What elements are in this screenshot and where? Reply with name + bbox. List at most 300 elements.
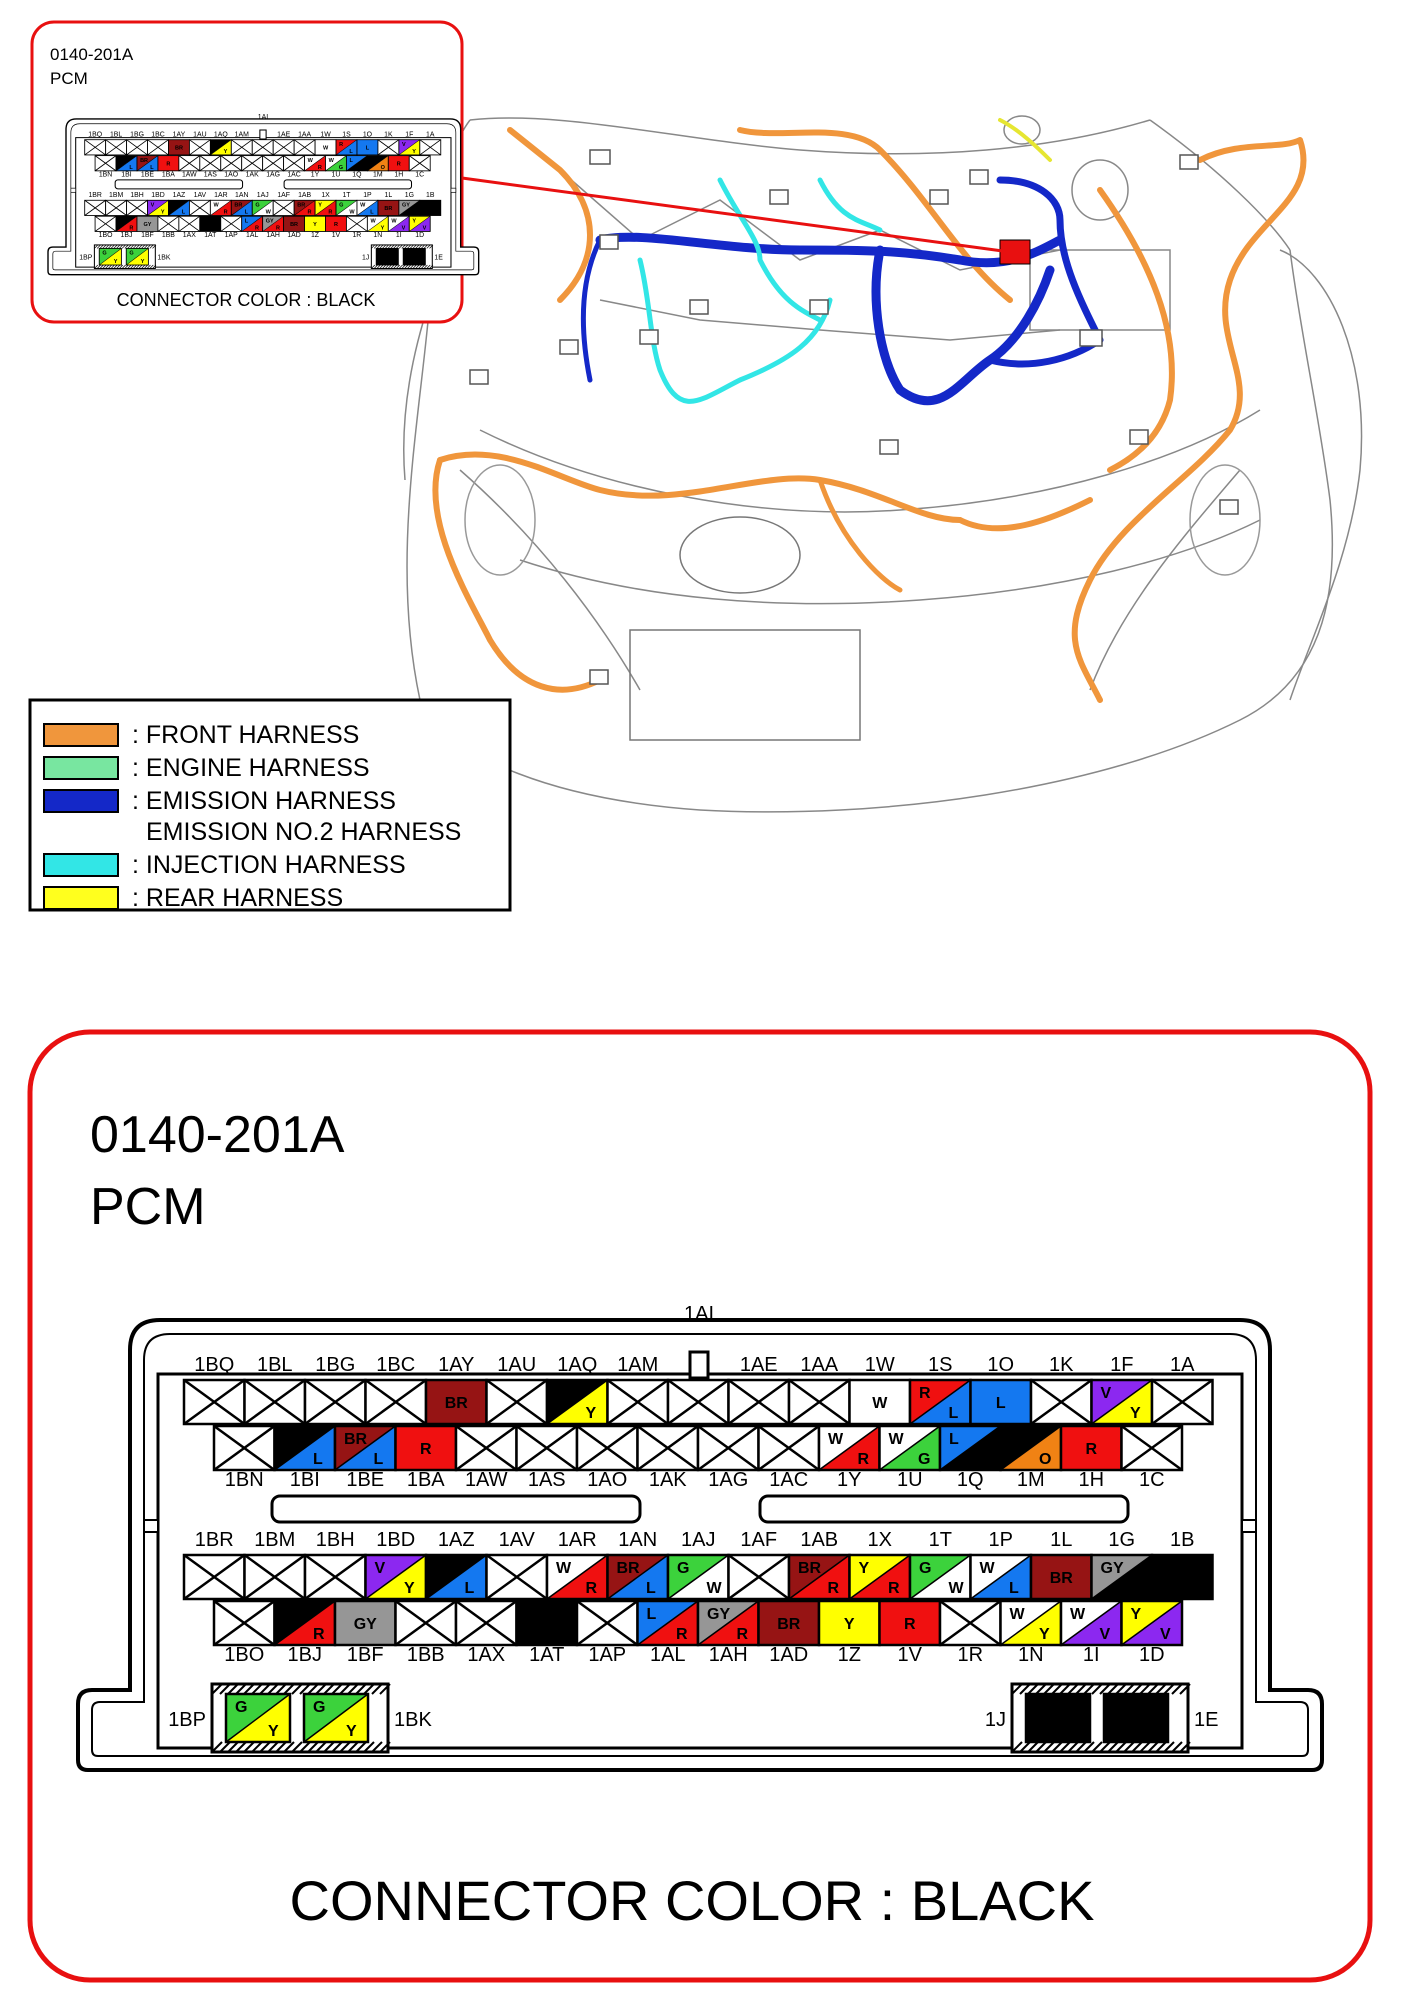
pin-number-label: 1AX [182, 231, 196, 239]
inset-small-name: PCM [50, 69, 88, 88]
side-block-right-label: 1E [434, 254, 443, 262]
wire-color-code: B [412, 254, 417, 261]
connector-pin [335, 1426, 396, 1470]
connector-pin [357, 200, 378, 215]
wire-color-code: R [736, 1626, 749, 1643]
connector-pin [284, 216, 305, 231]
connector-pin [336, 140, 357, 155]
connector-pin [158, 156, 179, 171]
wire-color-code: L [181, 209, 186, 216]
wire-color-code: R [888, 1580, 900, 1597]
wire-color-code: R [676, 1626, 688, 1643]
pin-number-label: 1BF [141, 231, 154, 239]
pin-number-label: 1AM [617, 1354, 659, 1376]
connector-pin [971, 1380, 1032, 1424]
connector-pin [357, 140, 378, 155]
connector-pin [148, 140, 169, 155]
pin-number-label: 1AF [277, 192, 291, 200]
connector-pin [456, 1426, 517, 1470]
pin-number-label: 1AS [527, 1469, 566, 1491]
pin-number-label: 1R [957, 1644, 984, 1666]
pin-number-label: 1BB [161, 231, 175, 239]
wire-color-code: W [1070, 1606, 1086, 1623]
connector-pin [200, 216, 221, 231]
pin-number-label: 1AV [498, 1529, 535, 1551]
connector-pin [284, 156, 305, 171]
pin-number-label: 1K [384, 131, 393, 139]
connector-pin [137, 216, 158, 231]
connector-pin [1104, 1694, 1168, 1742]
connector-pin [231, 200, 252, 215]
connector-pin [638, 1601, 699, 1645]
wire-color-code: R [328, 209, 333, 216]
connector-pin [517, 1426, 578, 1470]
connector-top-label: 1AI [257, 113, 269, 121]
wire-color-code: G [339, 202, 344, 209]
pin-number-label: 1BA [161, 171, 175, 179]
connector-pin [1152, 1380, 1213, 1424]
wire-color-code: R [903, 1616, 916, 1633]
connector-pin [210, 140, 231, 155]
connector-pin [210, 200, 231, 215]
pin-number-label: 1AO [224, 171, 239, 179]
wire-color-code: W [872, 1395, 888, 1412]
pin-number-label: 1W [864, 1354, 895, 1376]
pin-number-label: 1U [331, 171, 341, 179]
engine-bay-illustration [401, 116, 1362, 812]
wire-color-code: G [102, 250, 107, 257]
connector-pin [315, 200, 336, 215]
wire-color-code: L [646, 1606, 657, 1623]
connector-pin [729, 1380, 790, 1424]
pin-number-label: 1AM [234, 131, 249, 139]
connector-pin [1092, 1380, 1153, 1424]
connector-rib-right [760, 1496, 1128, 1522]
pin-number-label: 1O [362, 131, 373, 139]
pin-number-label: 1AJ [681, 1529, 716, 1551]
connector-pin [126, 248, 148, 265]
wire-color-code: B [208, 221, 213, 228]
emission-harness-wire [876, 250, 1050, 401]
inset-small-code: 0140-201A [50, 45, 134, 64]
wire-color-code: W [360, 202, 366, 209]
connector-pin [184, 1555, 245, 1599]
pin-number-label: 1BJ [287, 1644, 322, 1666]
pin-number-label: 1AL [246, 231, 259, 239]
wire-color-code: BR [798, 1560, 822, 1577]
connector-pin [547, 1380, 608, 1424]
pin-number-label: 1A [1170, 1354, 1195, 1376]
wire-color-code: Y [1130, 1606, 1142, 1623]
connector-pin [378, 200, 399, 215]
wire-color-code: GY [143, 221, 152, 228]
pin-number-label: 1AS [203, 171, 217, 179]
connector-rib-left [115, 180, 242, 189]
pin-number-label: 1AD [287, 231, 301, 239]
pin-number-label: 1BJ [120, 231, 133, 239]
pin-number-label: 1Y [837, 1469, 862, 1491]
wire-color-code: R [317, 164, 322, 171]
pin-number-label: 1V [331, 231, 341, 239]
legend-item [44, 721, 359, 749]
connector-mini-drawing [48, 114, 479, 275]
connector-pin [116, 156, 137, 171]
pin-number-label: 1AP [588, 1644, 627, 1666]
connector-pin [116, 216, 137, 231]
wire-color-code: B [435, 1560, 447, 1577]
wire-color-code: R [129, 225, 134, 232]
wire-color-code: W [888, 1431, 904, 1448]
pin-number-label: 1BC [151, 131, 165, 139]
connector-pin [547, 1555, 608, 1599]
pin-number-label: 1BN [224, 1469, 264, 1491]
wire-color-code: B [556, 1385, 568, 1402]
pin-number-label: 1BG [315, 1354, 356, 1376]
pin-number-label: 1C [1138, 1469, 1165, 1491]
connector-pin [940, 1426, 1001, 1470]
wire-color-code: Y [160, 209, 165, 216]
connector-pin [168, 200, 189, 215]
wire-color-code: B [1009, 1431, 1022, 1448]
wire-color-code: R [585, 1580, 598, 1597]
wire-color-code: BR [234, 202, 243, 209]
connector-pin [819, 1601, 880, 1645]
legend-label: EMISSION NO.2 HARNESS [146, 818, 462, 846]
pin-number-label: 1AD [769, 1644, 809, 1666]
wire-color-code: BR [344, 1431, 368, 1448]
pin-number-label: 1M [1016, 1469, 1045, 1491]
pin-number-label: 1W [320, 131, 331, 139]
wire-color-code: L [244, 218, 249, 225]
wire-color-code: R [275, 225, 280, 232]
pin-number-label: 1AN [235, 192, 249, 200]
pin-number-label: 1BN [98, 171, 113, 179]
pin-number-label: 1G [1108, 1529, 1136, 1551]
connector-pin [367, 156, 388, 171]
pin-number-label: 1BO [224, 1644, 265, 1666]
pin-number-label: 1AT [204, 231, 217, 239]
pin-number-label: 1BI [121, 171, 132, 179]
pin-number-label: 1AN [618, 1529, 658, 1551]
pcm-inset-large [30, 1032, 1370, 1980]
front-harness-wire [440, 454, 960, 520]
pin-number-label: 1AJ [256, 192, 269, 200]
wire-color-code: B [1052, 1711, 1064, 1728]
pin-number-label: 1AA [800, 1354, 839, 1376]
connector-key [260, 130, 266, 139]
wire-color-code: G [677, 1560, 690, 1577]
pin-number-label: 1AL [649, 1644, 686, 1666]
pin-number-label: 1Q [956, 1469, 984, 1491]
wire-color-code: V [1100, 1385, 1112, 1402]
wire-color-code: B [1130, 1580, 1142, 1597]
connector-pin [396, 1426, 457, 1470]
pin-number-label: 1AE [277, 131, 291, 139]
wire-color-code: W [948, 1580, 964, 1597]
wire-color-code: G [255, 202, 260, 209]
wire-color-code: L [313, 1451, 323, 1468]
connector-pin [200, 156, 221, 171]
pin-number-label: 1AK [648, 1469, 687, 1491]
pin-number-label: 1AG [708, 1469, 749, 1491]
wire-color-code: R [339, 141, 344, 148]
connector-tab [1242, 1520, 1256, 1532]
side-block-left-label: 1J [361, 254, 370, 262]
wire-color-code: L [370, 209, 374, 216]
wire-color-code: G [918, 1451, 931, 1468]
wire-color-code: W [1009, 1606, 1025, 1623]
wire-color-code: BR [1049, 1570, 1073, 1587]
pin-number-label: 1L [384, 192, 393, 200]
connector-pin [189, 200, 210, 215]
connector-pin [273, 140, 294, 155]
injection-harness-wire [820, 180, 880, 230]
pin-number-label: 1B [1170, 1529, 1195, 1551]
wire-color-code: GY [707, 1606, 731, 1623]
connector-pin [315, 140, 336, 155]
connector-pin [226, 1694, 290, 1742]
connector-pin [880, 1601, 941, 1645]
side-block-left-label: 1J [984, 1709, 1006, 1731]
wire-color-code: BR [444, 1395, 468, 1412]
connector-pin [294, 200, 315, 215]
pin-number-label: 1AY [172, 131, 186, 139]
legend-item [44, 787, 396, 815]
wire-color-code: L [244, 209, 249, 216]
inset-small-connector [48, 114, 479, 275]
connector-pin [137, 156, 158, 171]
pin-number-label: 1AA [298, 131, 312, 139]
connector-pin [85, 140, 106, 155]
wire-color-code: BR [616, 1560, 640, 1577]
pin-number-label: 1H [394, 171, 404, 179]
connector-pin [179, 156, 200, 171]
pin-number-label: 1AW [181, 171, 197, 179]
wire-color-code: Y [318, 202, 322, 209]
wire-color-code: W [307, 157, 313, 164]
pin-number-label: 1X [867, 1529, 892, 1551]
connector-pin [388, 156, 409, 171]
wire-color-code: Y [412, 218, 417, 225]
connector-pin [242, 156, 263, 171]
pin-number-label: 1AX [467, 1644, 506, 1666]
legend-item [44, 754, 370, 782]
pin-number-label: 1B [426, 192, 435, 200]
wire-color-code: B [119, 157, 124, 164]
wire-color-code: B [428, 205, 433, 212]
wire-color-code: B [540, 1616, 553, 1633]
connector-pin [910, 1555, 971, 1599]
pin-number-label: 1AB [298, 192, 312, 200]
connector-row [85, 192, 441, 215]
pin-number-label: 1R [352, 231, 362, 239]
connector-rib-left [272, 1496, 640, 1522]
pin-number-label: 1BA [406, 1469, 445, 1491]
connector-pin [367, 216, 388, 231]
wire-color-code: W [265, 209, 271, 216]
wire-color-code: W [322, 145, 329, 152]
pin-number-label: 1AT [529, 1644, 565, 1666]
wire-color-code: Y [223, 148, 228, 155]
wire-color-code: V [1099, 1626, 1111, 1643]
connector-pin [1001, 1426, 1062, 1470]
front-harness-wire [510, 130, 590, 300]
wire-color-code: G [129, 250, 134, 257]
pin-number-label: 1Q [352, 171, 362, 179]
connector-pin [850, 1555, 911, 1599]
pin-number-label: 1H [1078, 1469, 1105, 1491]
pin-number-label: 1M [373, 171, 383, 179]
wire-color-code: W [349, 209, 355, 216]
wire-color-code: BR [174, 145, 183, 152]
connector-rib-right [284, 180, 411, 189]
wire-color-code: R [396, 161, 401, 168]
pin-number-label: 1BR [194, 1529, 234, 1551]
wire-color-code: V [401, 225, 406, 232]
legend-label: : INJECTION HARNESS [132, 851, 406, 879]
legend-swatch [44, 887, 118, 909]
connector-main-drawing [78, 1303, 1322, 1770]
pin-number-label: 1K [1049, 1354, 1074, 1376]
connector-pin [85, 200, 106, 215]
wire-color-code: R [255, 225, 260, 232]
connector-pin [789, 1380, 850, 1424]
pin-number-label: 1AE [739, 1354, 778, 1376]
connector-pin [409, 216, 430, 231]
legend-swatch [44, 854, 118, 876]
connector-pin [487, 1555, 548, 1599]
connector-pin [378, 140, 399, 155]
pin-number-label: 1BE [346, 1469, 385, 1491]
wire-color-code: GY [401, 202, 410, 209]
connector-pin [971, 1555, 1032, 1599]
side-block-left-label: 1BP [79, 254, 93, 262]
pin-number-label: 1BQ [194, 1354, 235, 1376]
connector-pin [399, 140, 420, 155]
pin-number-label: 1T [342, 192, 351, 200]
pin-number-label: 1AH [708, 1644, 748, 1666]
connector-pin [940, 1601, 1001, 1645]
inset-large-connector-color: CONNECTOR COLOR : BLACK [289, 1869, 1095, 1932]
wire-color-code: BR [290, 221, 299, 228]
wire-color-code: O [380, 164, 385, 171]
pin-number-label: 1BD [376, 1529, 416, 1551]
pin-number-label: 1N [373, 231, 383, 239]
connector-pin [184, 1380, 245, 1424]
pcm-inset-small [32, 22, 479, 322]
legend-label: : ENGINE HARNESS [132, 754, 370, 782]
wire-color-code: B [359, 164, 364, 171]
pin-number-label: 1BB [406, 1644, 445, 1666]
harness-legend [30, 700, 510, 912]
connector-pin [608, 1555, 669, 1599]
wire-color-code: Y [585, 1405, 597, 1422]
connector-pin [221, 216, 242, 231]
pin-number-label: 1C [415, 171, 425, 179]
connector-pin [420, 200, 441, 215]
wire-color-code: B [119, 218, 124, 225]
pin-number-label: 1V [897, 1644, 922, 1666]
wire-color-code: B [978, 1451, 991, 1468]
connector-pin [99, 248, 121, 265]
wire-color-code: W [328, 157, 334, 164]
connector-pin [336, 200, 357, 215]
inset-large-name: PCM [90, 1178, 206, 1236]
wire-color-code: B [385, 254, 390, 261]
connector-row [184, 1529, 1213, 1599]
pin-number-label: 1N [1017, 1644, 1044, 1666]
pin-number-label: 1AK [245, 171, 259, 179]
wire-color-code: W [706, 1580, 722, 1597]
inset-large-code: 0140-201A [90, 1106, 345, 1164]
wire-color-code: Y [113, 258, 118, 265]
pin-number-label: 1BM [109, 192, 124, 200]
connector-pin [221, 156, 242, 171]
pin-number-label: 1AR [214, 192, 228, 200]
wire-color-code: BR [297, 202, 306, 209]
wire-color-code: Y [412, 148, 416, 155]
pin-number-label: 1AU [193, 131, 207, 139]
pin-number-label: 1X [321, 192, 330, 200]
wire-color-code: W [979, 1560, 995, 1577]
connector-pin [179, 216, 200, 231]
wire-color-code: R [307, 209, 312, 216]
connector-pin [95, 216, 116, 231]
connector-pin [305, 1380, 366, 1424]
connector-pin [1001, 1601, 1062, 1645]
connector-pin [403, 248, 425, 265]
pin-number-label: 1BG [130, 131, 144, 139]
legend-label: : FRONT HARNESS [132, 721, 360, 749]
legend-label: : EMISSION HARNESS [132, 787, 396, 815]
wire-color-code: B [171, 202, 176, 209]
pin-number-label: 1S [928, 1354, 953, 1376]
connector-pin [668, 1380, 729, 1424]
wire-color-code: B [213, 141, 218, 148]
pin-number-label: 1AZ [437, 1529, 475, 1551]
connector-pin [158, 216, 179, 231]
wire-color-code: G [338, 164, 344, 171]
connector-pin [1026, 1694, 1090, 1742]
connector-pin [638, 1426, 699, 1470]
connector-pin [263, 156, 284, 171]
wire-color-code: W [556, 1560, 572, 1577]
legend-item [44, 851, 406, 879]
pin-number-label: 1P [988, 1529, 1013, 1551]
connector-pin [698, 1601, 759, 1645]
pin-number-label: 1AR [557, 1529, 597, 1551]
wire-color-code: Y [858, 1560, 870, 1577]
connector-pin [1061, 1601, 1122, 1645]
connector-pin [426, 1380, 487, 1424]
pin-number-label: 1AW [464, 1469, 508, 1491]
pin-number-label: 1BD [151, 192, 165, 200]
wire-color-code: B [370, 157, 375, 164]
wire-color-code: R [333, 221, 338, 228]
connector-pin [668, 1555, 729, 1599]
pin-number-label: 1AC [287, 171, 301, 179]
pin-number-label: 1Z [310, 231, 320, 239]
connector-pin [189, 140, 210, 155]
connector-side-block [985, 1684, 1219, 1752]
pin-number-label: 1P [363, 192, 372, 200]
side-block-right-label: 1BK [394, 1709, 432, 1731]
connector-key [690, 1352, 708, 1378]
pin-number-label: 1AP [224, 231, 238, 239]
connector-pin [168, 140, 189, 155]
pin-number-label: 1BR [88, 192, 102, 200]
wire-color-code: R [313, 1626, 325, 1643]
